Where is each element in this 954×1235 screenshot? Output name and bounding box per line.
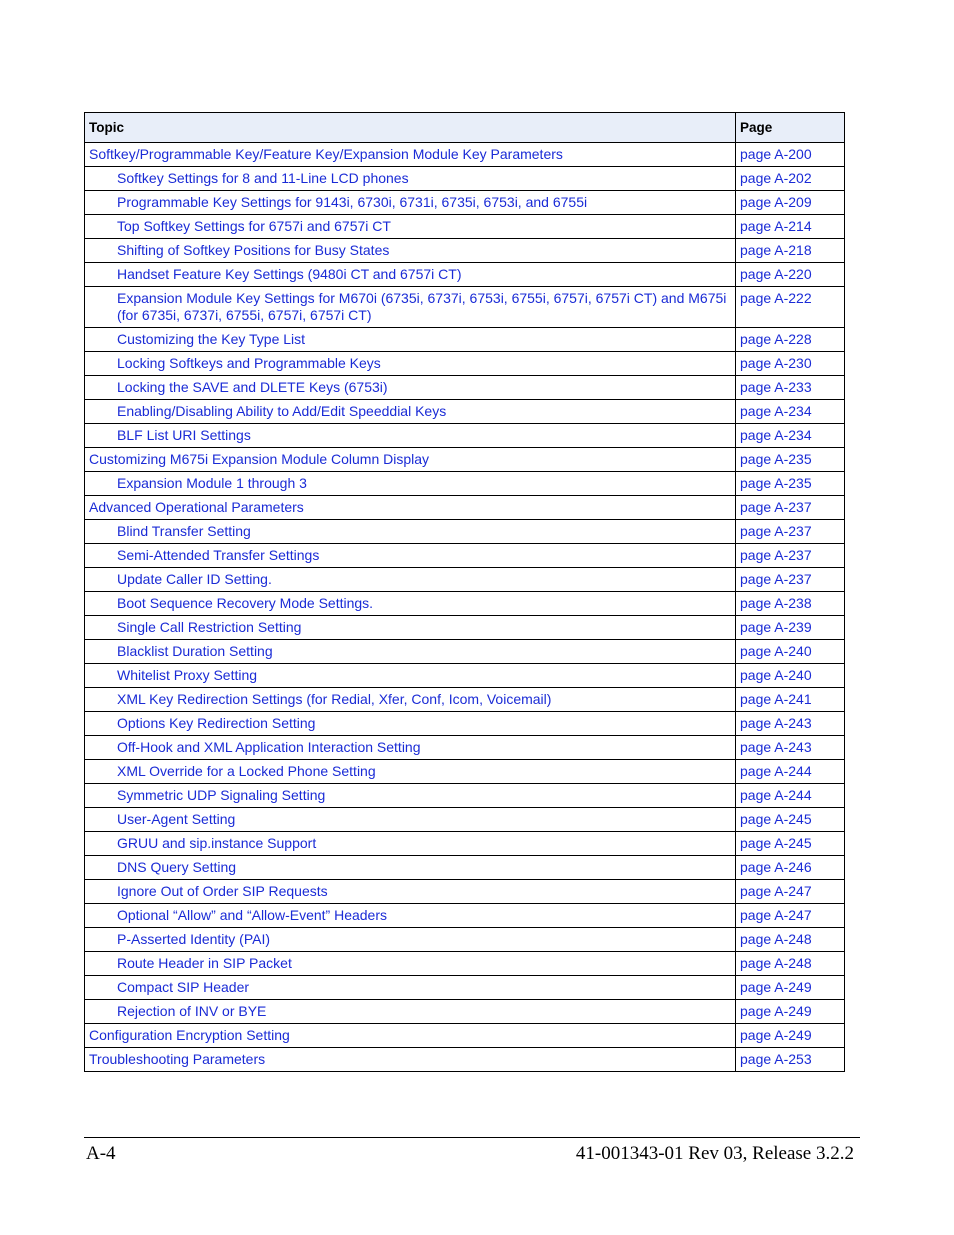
toc-topic-link[interactable]: Boot Sequence Recovery Mode Settings. [85, 592, 736, 616]
toc-topic-link[interactable]: DNS Query Setting [85, 856, 736, 880]
toc-page-link[interactable]: page A-244 [736, 760, 845, 784]
toc-row [85, 191, 845, 215]
toc-topic-link[interactable]: BLF List URI Settings [85, 424, 736, 448]
toc-row [85, 664, 845, 688]
topic-column-header: Topic [85, 113, 736, 143]
toc-row [85, 568, 845, 592]
toc-topic-link[interactable]: Customizing M675i Expansion Module Column Display [85, 448, 736, 472]
toc-row [85, 808, 845, 832]
toc-row [85, 352, 845, 376]
toc-page-link[interactable]: page A-218 [736, 239, 845, 263]
toc-topic-link[interactable]: Ignore Out of Order SIP Requests [85, 880, 736, 904]
toc-page-link[interactable]: page A-220 [736, 263, 845, 287]
toc-page-link[interactable]: page A-228 [736, 328, 845, 352]
toc-topic-link[interactable]: Locking the SAVE and DLETE Keys (6753i) [85, 376, 736, 400]
toc-page-link[interactable]: page A-249 [736, 1024, 845, 1048]
toc-row [85, 832, 845, 856]
toc-page-link[interactable]: page A-248 [736, 952, 845, 976]
toc-page-link[interactable]: page A-253 [736, 1048, 845, 1072]
toc-page-link[interactable]: page A-243 [736, 736, 845, 760]
toc-row [85, 928, 845, 952]
toc-topic-link[interactable]: Compact SIP Header [85, 976, 736, 1000]
toc-topic-link[interactable]: Advanced Operational Parameters [85, 496, 736, 520]
toc-page-link[interactable]: page A-243 [736, 712, 845, 736]
toc-topic-link[interactable]: Configuration Encryption Setting [85, 1024, 736, 1048]
toc-page-link[interactable]: page A-245 [736, 808, 845, 832]
toc-topic-link[interactable]: Symmetric UDP Signaling Setting [85, 784, 736, 808]
toc-row [85, 143, 845, 167]
toc-topic-link[interactable]: Top Softkey Settings for 6757i and 6757i CT [85, 215, 736, 239]
toc-topic-link[interactable]: Troubleshooting Parameters [85, 1048, 736, 1072]
footer-divider [84, 1137, 860, 1138]
toc-page-link[interactable]: page A-241 [736, 688, 845, 712]
toc-row [85, 952, 845, 976]
toc-page-link[interactable]: page A-248 [736, 928, 845, 952]
toc-body [85, 143, 845, 1072]
toc-topic-link[interactable]: XML Override for a Locked Phone Setting [85, 760, 736, 784]
toc-topic-link[interactable]: Off-Hook and XML Application Interaction Setting [85, 736, 736, 760]
toc-topic-link[interactable]: Optional “Allow” and “Allow-Event” Headers [85, 904, 736, 928]
toc-row [85, 688, 845, 712]
toc-page-link[interactable]: page A-247 [736, 904, 845, 928]
toc-table [84, 112, 845, 1072]
toc-page-link[interactable]: page A-234 [736, 424, 845, 448]
toc-row [85, 520, 845, 544]
toc-topic-link[interactable]: XML Key Redirection Settings (for Redial, Xfer, Conf, Icom, Voicemail) [85, 688, 736, 712]
toc-topic-link[interactable]: Expansion Module 1 through 3 [85, 472, 736, 496]
toc-topic-link[interactable]: Options Key Redirection Setting [85, 712, 736, 736]
toc-row [85, 448, 845, 472]
toc-row [85, 239, 845, 263]
toc-page-link[interactable]: page A-240 [736, 664, 845, 688]
toc-page-link[interactable]: page A-247 [736, 880, 845, 904]
footer-document-id: 41-001343-01 Rev 03, Release 3.2.2 [575, 1143, 854, 1164]
toc-page-link[interactable]: page A-244 [736, 784, 845, 808]
toc-topic-link[interactable]: Locking Softkeys and Programmable Keys [85, 352, 736, 376]
toc-topic-link[interactable]: Customizing the Key Type List [85, 328, 736, 352]
toc-row [85, 976, 845, 1000]
toc-page-link[interactable]: page A-202 [736, 167, 845, 191]
toc-topic-link[interactable]: User-Agent Setting [85, 808, 736, 832]
toc-row [85, 616, 845, 640]
toc-topic-link[interactable]: Whitelist Proxy Setting [85, 664, 736, 688]
toc-topic-link[interactable]: Rejection of INV or BYE [85, 1000, 736, 1024]
toc-page-link[interactable]: page A-200 [736, 143, 845, 167]
toc-row [85, 880, 845, 904]
toc-topic-link[interactable]: Programmable Key Settings for 9143i, 6730i, 6731i, 6735i, 6753i, and 6755i [85, 191, 736, 215]
toc-row [85, 784, 845, 808]
toc-topic-link[interactable]: Single Call Restriction Setting [85, 616, 736, 640]
toc-page-link[interactable]: page A-209 [736, 191, 845, 215]
toc-page-link[interactable]: page A-246 [736, 856, 845, 880]
toc-row [85, 167, 845, 191]
toc-row [85, 592, 845, 616]
toc-page-link[interactable]: page A-235 [736, 472, 845, 496]
toc-topic-link[interactable]: Semi-Attended Transfer Settings [85, 544, 736, 568]
toc-page-link[interactable]: page A-230 [736, 352, 845, 376]
footer-page-number: A-4 [86, 1143, 116, 1164]
toc-topic-link[interactable]: GRUU and sip.instance Support [85, 832, 736, 856]
toc-page-link[interactable]: page A-237 [736, 496, 845, 520]
toc-row [85, 263, 845, 287]
toc-page-link[interactable]: page A-239 [736, 616, 845, 640]
toc-page-link[interactable]: page A-238 [736, 592, 845, 616]
toc-topic-link[interactable]: Blind Transfer Setting [85, 520, 736, 544]
toc-topic-link[interactable]: Shifting of Softkey Positions for Busy States [85, 239, 736, 263]
toc-row [85, 856, 845, 880]
toc-row [85, 328, 845, 352]
toc-row [85, 544, 845, 568]
toc-row [85, 736, 845, 760]
toc-row [85, 472, 845, 496]
toc-topic-link[interactable]: Handset Feature Key Settings (9480i CT and 6757i CT) [85, 263, 736, 287]
toc-row [85, 760, 845, 784]
toc-page-link[interactable]: page A-233 [736, 376, 845, 400]
toc-page-link[interactable]: page A-234 [736, 400, 845, 424]
toc-topic-link[interactable]: Expansion Module Key Settings for M670i (6735i, 6737i, 6753i, 6755i, 6757i, 6757i CT) and M675i (for 6735i, 6737i, 6755i, 6757i, 6757i CT) [85, 287, 736, 328]
toc-row [85, 424, 845, 448]
toc-page-link[interactable]: page A-214 [736, 215, 845, 239]
toc-topic-link[interactable]: Route Header in SIP Packet [85, 952, 736, 976]
toc-row [85, 1048, 845, 1072]
toc-page-link[interactable]: page A-237 [736, 544, 845, 568]
toc-topic-link[interactable]: Blacklist Duration Setting [85, 640, 736, 664]
page-column-header: Page [736, 113, 845, 143]
toc-page-link[interactable]: page A-235 [736, 448, 845, 472]
toc-topic-link[interactable]: Update Caller ID Setting. [85, 568, 736, 592]
toc-row [85, 376, 845, 400]
toc-row [85, 496, 845, 520]
toc-topic-link[interactable]: Softkey Settings for 8 and 11-Line LCD phones [85, 167, 736, 191]
toc-topic-link[interactable]: P-Asserted Identity (PAI) [85, 928, 736, 952]
toc-page-link[interactable]: page A-245 [736, 832, 845, 856]
toc-page-link[interactable]: page A-237 [736, 520, 845, 544]
toc-header-row [85, 113, 845, 143]
toc-topic-link[interactable]: Enabling/Disabling Ability to Add/Edit Speeddial Keys [85, 400, 736, 424]
toc-page-link[interactable]: page A-222 [736, 287, 845, 328]
toc-row [85, 712, 845, 736]
toc-row [85, 400, 845, 424]
toc-row [85, 1000, 845, 1024]
toc-page-link[interactable]: page A-237 [736, 568, 845, 592]
toc-row [85, 287, 845, 328]
toc-row [85, 640, 845, 664]
toc-row [85, 904, 845, 928]
toc-topic-link[interactable]: Softkey/Programmable Key/Feature Key/Expansion Module Key Parameters [85, 143, 736, 167]
toc-page-link[interactable]: page A-240 [736, 640, 845, 664]
toc-row [85, 1024, 845, 1048]
toc-row [85, 215, 845, 239]
toc-page-link[interactable]: page A-249 [736, 1000, 845, 1024]
toc-page-link[interactable]: page A-249 [736, 976, 845, 1000]
